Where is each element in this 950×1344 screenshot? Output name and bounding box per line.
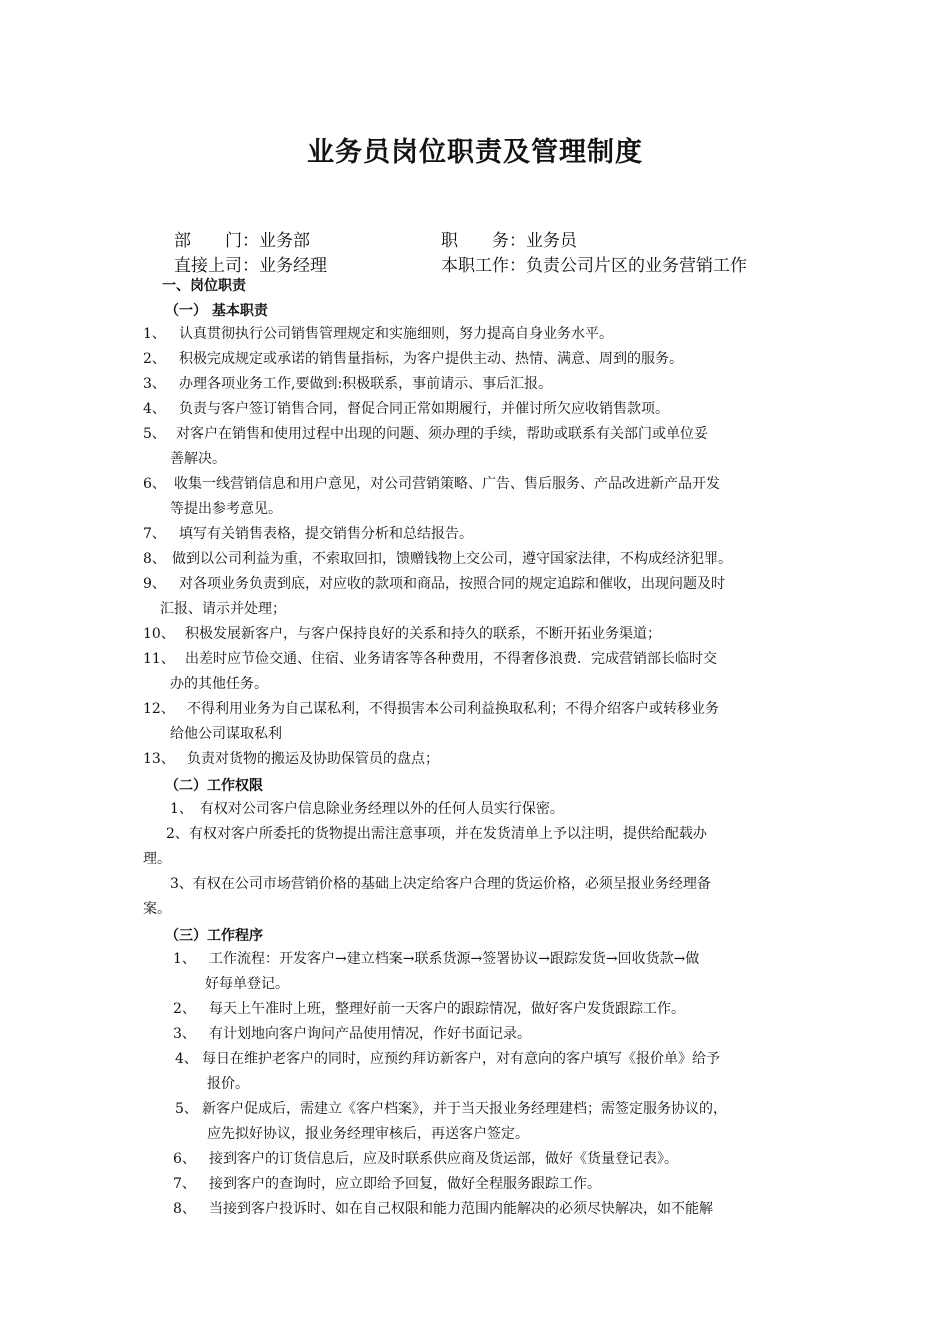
list-item-continuation: 应先拟好协议，报业务经理审核后，再送客户签定。 <box>207 1126 529 1142</box>
list-item: 6、 收集一线营销信息和用户意见，对公司营销策略、广告、售后服务、产品改进新产品开发 <box>143 476 720 492</box>
list-item: 2、 每天上午准时上班，整理好前一天客户的跟踪情况，做好客户发货跟踪工作。 <box>173 1001 685 1017</box>
section-heading-duties: 一、岗位职责 <box>162 278 246 294</box>
list-item: 3、 有计划地向客户询问产品使用情况，作好书面记录。 <box>173 1026 531 1042</box>
list-item-continuation: 报价。 <box>207 1076 249 1092</box>
position-label: 职 务： <box>441 231 526 251</box>
page-title: 业务员岗位职责及管理制度 <box>307 137 643 168</box>
supervisor-value: 业务经理 <box>259 256 327 276</box>
list-item: 5、 对客户在销售和使用过程中出现的问题、须办理的手续，帮助或联系有关部门或单位妥 <box>143 426 708 442</box>
list-item: 3、有权在公司市场营销价格的基础上决定给客户合理的货运价格，必须呈报业务经理备 <box>170 876 711 892</box>
list-item: 1、 认真贯彻执行公司销售管理规定和实施细则，努力提高自身业务水平。 <box>143 326 613 342</box>
list-item: 1、 有权对公司客户信息除业务经理以外的任何人员实行保密。 <box>170 801 564 817</box>
subsection-heading-procedure: （三）工作程序 <box>165 928 263 944</box>
list-item: 8、 做到以公司利益为重，不索取回扣，馈赠钱物上交公司，遵守国家法律，不构成经济犯罪。 <box>143 551 732 567</box>
subsection-heading-basic: （一） 基本职责 <box>165 303 268 319</box>
list-item: 7、 填写有关销售表格，提交销售分析和总结报告。 <box>143 526 473 542</box>
list-item: 8、 当接到客户投诉时、如在自己权限和能力范围内能解决的必须尽快解决，如不能解 <box>173 1201 713 1217</box>
list-item: 12、 不得利用业务为自己谋私利，不得损害本公司利益换取私利；不得介绍客户或转移业务 <box>143 701 719 717</box>
list-item-continuation: 办的其他任务。 <box>170 676 268 692</box>
list-item: 2、有权对客户所委托的货物提出需注意事项，并在发货清单上予以注明，提供给配载办 <box>166 826 707 842</box>
department-label: 部 门： <box>174 231 259 251</box>
list-item-continuation: 汇报、请示并处理； <box>160 601 286 617</box>
list-item: 9、 对各项业务负责到底，对应收的款项和商品，按照合同的规定追踪和催收，出现问题及时 <box>143 576 725 592</box>
meta-supervisor <box>174 251 327 276</box>
duty-label: 本职工作： <box>441 256 526 276</box>
list-item: 6、 接到客户的订货信息后，应及时联系供应商及货运部，做好《货量登记表》。 <box>173 1151 678 1167</box>
list-item: 3、 办理各项业务工作,要做到:积极联系，事前请示、事后汇报。 <box>143 376 553 392</box>
list-item-continuation: 给他公司谋取私利 <box>170 726 282 742</box>
position-value: 业务员 <box>526 231 577 251</box>
list-item: 5、 新客户促成后，需建立《客户档案》，并于当天报业务经理建档；需签定服务协议的， <box>175 1101 727 1117</box>
list-item-continuation: 等提出参考意见。 <box>170 501 282 517</box>
meta-department <box>174 226 310 251</box>
meta-duty <box>441 251 747 276</box>
meta-position <box>441 226 577 251</box>
supervisor-label: 直接上司： <box>174 256 259 276</box>
list-item: 4、 负责与客户签订销售合同，督促合同正常如期履行，并催讨所欠应收销售款项。 <box>143 401 669 417</box>
list-item: 2、 积极完成规定或承诺的销售量指标，为客户提供主动、热情、满意、周到的服务。 <box>143 351 683 367</box>
list-item: 1、 工作流程：开发客户→建立档案→联系货源→签署协议→跟踪发货→回收货款→做 <box>173 951 700 967</box>
list-item-continuation: 理。 <box>143 851 171 867</box>
list-item-continuation: 好每单登记。 <box>205 976 289 992</box>
subsection-heading-authority: （二）工作权限 <box>165 778 263 794</box>
list-item: 7、 接到客户的查询时，应立即给予回复，做好全程服务跟踪工作。 <box>173 1176 601 1192</box>
list-item: 4、 每日在维护老客户的同时，应预约拜访新客户，对有意向的客户填写《报价单》给予 <box>175 1051 720 1067</box>
list-item-continuation: 案。 <box>143 901 171 917</box>
list-item: 13、 负责对货物的搬运及协助保管员的盘点； <box>143 751 439 767</box>
list-item: 10、 积极发展新客户，与客户保持良好的关系和持久的联系，不断开拓业务渠道； <box>143 626 661 642</box>
list-item: 11、 出差时应节俭交通、住宿、业务请客等各种费用，不得奢侈浪费．完成营销部长临时交 <box>143 651 717 667</box>
list-item-continuation: 善解决。 <box>170 451 226 467</box>
department-value: 业务部 <box>259 231 310 251</box>
duty-value: 负责公司片区的业务营销工作 <box>526 256 747 276</box>
